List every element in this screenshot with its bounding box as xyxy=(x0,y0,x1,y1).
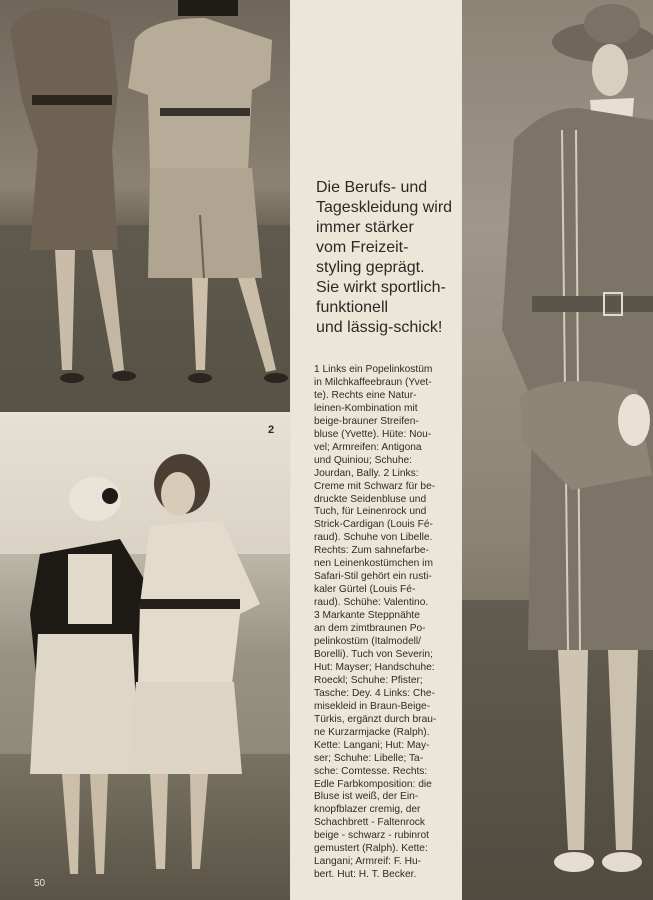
caption-line: Strick-Cardigan (Louis Fé- xyxy=(314,519,433,531)
caption-line: raud). Schuhe von Libelle. xyxy=(314,532,433,544)
caption-line: Tuch, für Leinenrock und xyxy=(314,506,427,518)
caption-line: Creme mit Schwarz für be- xyxy=(314,480,436,492)
caption-line: vel; Armreifen: Antigona xyxy=(314,441,422,453)
page-number: 50 xyxy=(34,878,46,889)
caption-line: Jourdan, Bally. 2 Links: xyxy=(314,467,419,479)
photo-right xyxy=(462,0,653,900)
headline-line: Sie wirkt sportlich- xyxy=(316,279,446,296)
caption-line: in Milchkaffeebraun (Yvet- xyxy=(314,376,432,388)
caption-line: Langani; Armreif: F. Hu- xyxy=(314,856,422,868)
caption-line: Edle Farbkomposition: die xyxy=(314,778,432,790)
caption-line: und Quiniou; Schuhe: xyxy=(314,454,412,466)
caption-line: Safari-Stil gehört ein rusti- xyxy=(314,571,432,583)
headline-line: Die Berufs- und xyxy=(316,179,428,196)
caption-line: knopfblazer cremig, der xyxy=(314,804,421,816)
caption-line: sche: Comtesse. Rechts: xyxy=(314,765,428,777)
caption-line: an dem zimtbraunen Po- xyxy=(314,623,426,635)
headline-line: styling geprägt. xyxy=(316,259,425,276)
photo-bottom-left xyxy=(0,414,290,900)
caption-text xyxy=(314,364,461,882)
caption-line: Schachbrett - Faltenrock xyxy=(314,817,425,829)
caption-line: te). Rechts eine Natur- xyxy=(314,389,417,401)
caption-line: kaler Gürtel (Louis Fé- xyxy=(314,584,416,596)
photo-top-left xyxy=(0,0,290,412)
photo-number: 2 xyxy=(268,424,275,436)
caption-line: 1 Links ein Popelinkostüm xyxy=(314,364,433,375)
headline-line: immer stärker xyxy=(316,219,414,236)
caption-line: beige-brauner Streifen- xyxy=(314,415,419,427)
caption-line: ne Kurzarmjacke (Ralph). xyxy=(314,726,430,738)
caption-line: Tasche: Dey. 4 Links: Che- xyxy=(314,687,435,699)
caption-line: nen Leinenkostümchen im xyxy=(314,558,433,570)
caption-line: ser; Schuhe: Libelle; Ta- xyxy=(314,752,424,764)
headline-line: funktionell xyxy=(316,299,389,316)
headline-line: Tageskleidung wird xyxy=(316,199,453,216)
caption-line: Rechts: Zum sahnefarbe- xyxy=(314,545,429,557)
caption-line: leinen-Kombination mit xyxy=(314,402,418,414)
caption-line: beige - schwarz - rubinrot xyxy=(314,830,429,842)
headline-line: vom Freizeit- xyxy=(316,239,409,256)
caption-line: misekleid in Braun-Beige- xyxy=(314,700,431,712)
caption-line: Kette: Langani; Hut: May- xyxy=(314,739,430,751)
caption-line: bert. Hut: H. T. Becker. xyxy=(314,869,417,881)
caption-line: pelinkostüm (Italmodell/ xyxy=(314,636,422,648)
headline xyxy=(316,178,462,338)
caption-line: Borelli). Tuch von Severin; xyxy=(314,648,433,660)
caption-line: gemustert (Ralph). Kette: xyxy=(314,843,428,855)
caption-line: Bluse ist weiß, der Ein- xyxy=(314,791,419,803)
caption-line: Türkis, ergänzt durch brau- xyxy=(314,713,437,725)
caption-line: Hut: Mayser; Handschuhe: xyxy=(314,661,435,673)
caption-line: raud). Schühe: Valentino. xyxy=(314,597,429,609)
caption-line: Roeckl; Schuhe: Pfister; xyxy=(314,674,423,686)
caption-line: druckte Seidenbluse und xyxy=(314,493,427,505)
caption-line: bluse (Yvette). Hüte: Nou- xyxy=(314,428,432,440)
headline-line: und lässig-schick! xyxy=(316,319,443,336)
caption-line: 3 Markante Steppnähte xyxy=(314,610,420,622)
